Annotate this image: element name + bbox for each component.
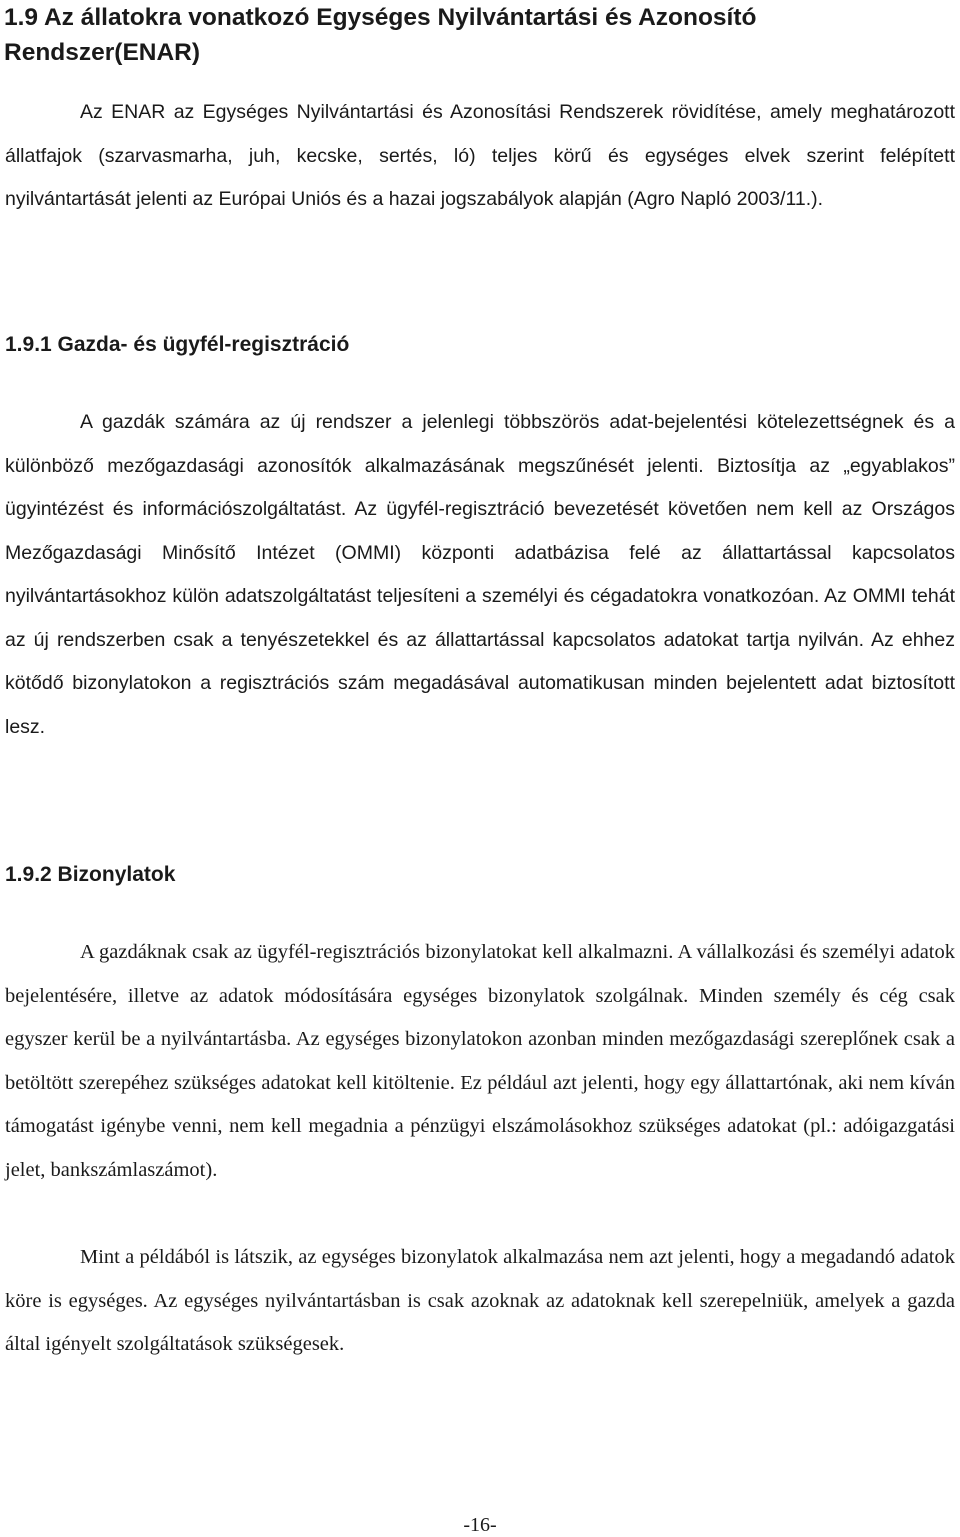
- subsection-title-registration: 1.9.1 Gazda- és ügyfél-regisztráció: [5, 333, 350, 356]
- documents-paragraph-1: A gazdáknak csak az ügyfél-regisztrációs bizonylatokat kell alkalmazni. A vállalkozási és személyi adatok bejelentésére, illetve az adatok módosítására egységes bizonylatok szolgálnak. Minden személy és cég csak egyszer kerül be a nyilvántartásba. Az egységes bizonylatokon azonban minden mezőgazdasági szereplőnek csak a betöltött szerepéhez szükséges adatokat kell kitöltenie. Ez például azt jelenti, hogy egy állattartónak, aki nem kíván támogatást igénybe venni, nem kell megadnia a pénzügyi elszámolásokhoz szükséges adatokat (pl.: adóigazgatási jelet, bankszámlaszámot).: [5, 941, 955, 1181]
- section-title: 1.9 Az állatokra vonatkozó Egységes Nyilvántartási és Azonosító Rendszer(ENAR): [4, 4, 757, 66]
- intro-paragraph: Az ENAR az Egységes Nyilvántartási és Azonosítási Rendszerek rövidítése, amely meghatározott állatfajok (szarvasmarha, juh, kecske, sertés, ló) teljes körű és egységes elvek szerint felépített nyilvántartását jelenti az Európai Uniós és a hazai jogszabályok alapján (Agro Napló 2003/11.).: [5, 101, 955, 210]
- registration-paragraph: A gazdák számára az új rendszer a jelenlegi többszörös adat-bejelentési kötelezettségnek és a különböző mezőgazdasági azonosítók alkalmazásának megszűnését jelenti. Biztosítja az „egyablakos” ügyintézést és információszolgáltatást. Az ügyfél-regisztráció bevezetését követően nem kell az Országos Mezőgazdasági Minősítő Intézet (OMMI) központi adatbázisa felé az állattartással kapcsolatos nyilvántartásokhoz külön adatszolgáltatást teljesíteni a személyi és cégadatokra vonatkozóan. Az OMMI tehát az új rendszerben csak a tenyészetekkel és az állattartással kapcsolatos adatokat tartja nyilván. Az ehhez kötődő bizonylatokon a regisztrációs szám megadásával automatikusan minden bejelentett adat biztosított lesz.: [5, 411, 955, 738]
- documents-paragraph-2: Mint a példából is látszik, az egységes bizonylatok alkalmazása nem azt jelenti, hogy a megadandó adatok köre is egységes. Az egységes nyilvántartásban is csak azoknak az adatoknak kell szerepelniük, amelyek a gazda által igényelt szolgáltatások szükségesek.: [5, 1246, 955, 1355]
- subsection-title-documents: 1.9.2 Bizonylatok: [5, 863, 176, 886]
- page-number: -16-: [463, 1514, 497, 1536]
